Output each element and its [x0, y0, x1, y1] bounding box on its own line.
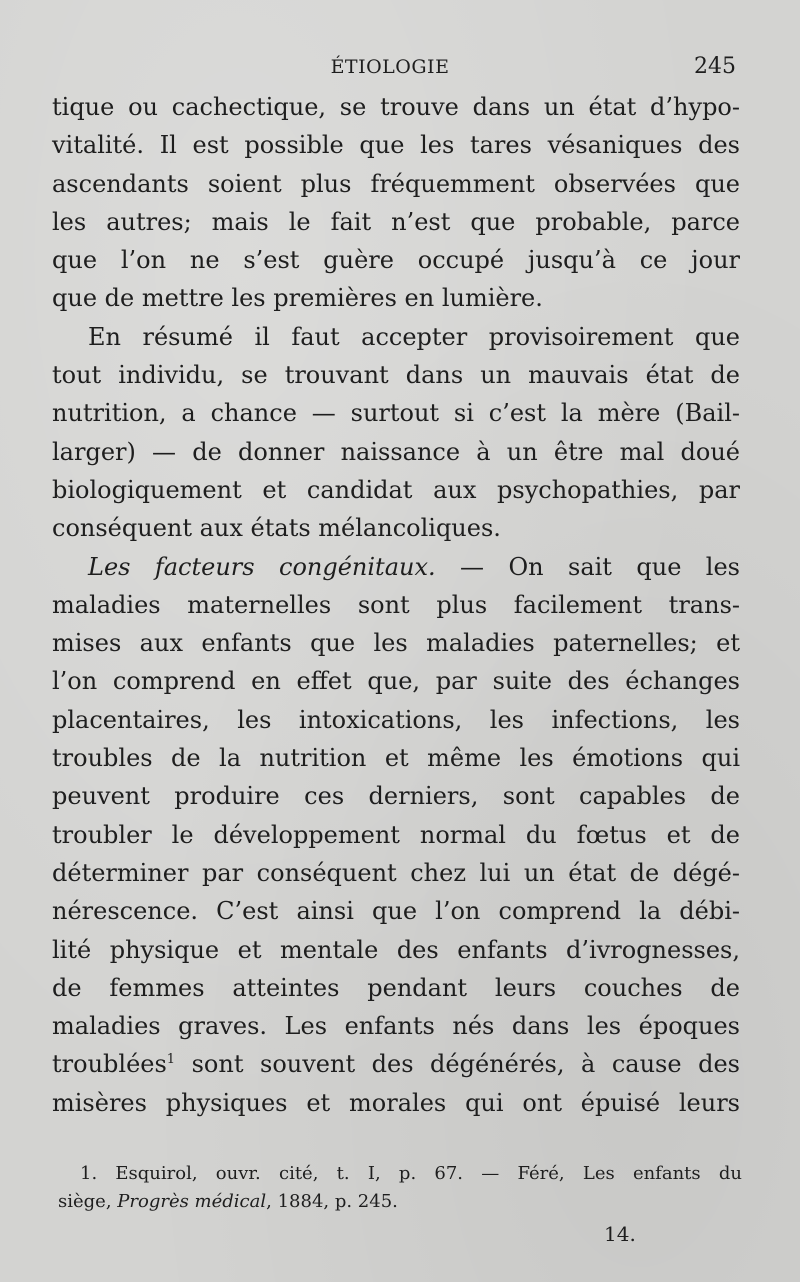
text-line: conséquent aux états mélancoliques.: [52, 514, 501, 543]
running-title: ÉTIOLOGIE: [330, 56, 450, 78]
text-line: de femmes atteintes pendant leurs couches de: [52, 973, 740, 1002]
text-line: nérescence. C’est ainsi que l’on comprend la débi-: [52, 897, 740, 926]
journal-title: Progrès médical: [117, 1191, 267, 1212]
text-line: troubles de la nutrition et même les émotions qui: [52, 744, 740, 773]
text-line: En résumé il faut accepter provisoirement que: [88, 322, 740, 351]
text-line: maladies graves. Les enfants nés dans les époques: [52, 1012, 740, 1041]
footnotes: [58, 1160, 742, 1216]
text-line: larger) — de donner naissance à un être mal doué: [52, 437, 740, 466]
text-line: [52, 1045, 740, 1083]
text-line: l’on comprend en effet que, par suite des échanges: [52, 667, 740, 696]
running-header: [0, 50, 800, 80]
text-line: les autres; mais le fait n’est que probable, parce: [52, 207, 740, 236]
text-line: [52, 548, 740, 586]
page-number: 245: [694, 54, 736, 79]
footnote-marker: 1: [166, 1052, 176, 1068]
text-run: troublées: [52, 1050, 167, 1079]
text-line: déterminer par conséquent chez lui un état de dégé-: [52, 858, 740, 887]
text-line: placentaires, les intoxications, les infections, les: [52, 705, 740, 734]
text-run: , 1884, p. 245.: [266, 1191, 398, 1212]
text-line: que de mettre les premières en lumière.: [52, 284, 543, 313]
text-line: maladies maternelles sont plus facilement trans-: [52, 590, 740, 619]
text-run: — On sait que les: [435, 552, 740, 581]
text-line: misères physiques et morales qui ont épuisé leurs: [52, 1088, 740, 1117]
text-line: mises aux enfants que les maladies paternelles; et: [52, 629, 740, 658]
footnote-line: 1. Esquirol, ouvr. cité, t. I, p. 67. — Féré, Les enfants du: [80, 1163, 742, 1184]
text-line: troubler le développement normal du fœtus et de: [52, 820, 740, 849]
signature-mark: 14.: [604, 1222, 636, 1246]
text-line: tique ou cachectique, se trouve dans un état d’hypo-: [52, 93, 740, 121]
body-text: [52, 88, 740, 1122]
text-line: tout individu, se trouvant dans un mauvais état de: [52, 361, 740, 390]
text-run: sont souvent des dégénérés, à cause des: [175, 1050, 740, 1079]
text-line: lité physique et mentale des enfants d’ivrognesses,: [52, 935, 740, 964]
text-run: siège,: [58, 1191, 118, 1212]
text-line: que l’on ne s’est guère occupé jusqu’à ce jour: [52, 246, 740, 275]
text-line: vitalité. Il est possible que les tares vésaniques des: [52, 131, 740, 160]
footnote-line: [58, 1188, 742, 1216]
text-line: peuvent produire ces derniers, sont capables de: [52, 782, 740, 811]
text-line: biologiquement et candidat aux psychopathies, par: [52, 475, 740, 504]
text-line: nutrition, a chance — surtout si c’est la mère (Bail-: [52, 399, 740, 428]
section-heading-italic: Les facteurs congénitaux.: [88, 552, 436, 581]
text-line: ascendants soient plus fréquemment observées que: [52, 169, 740, 198]
